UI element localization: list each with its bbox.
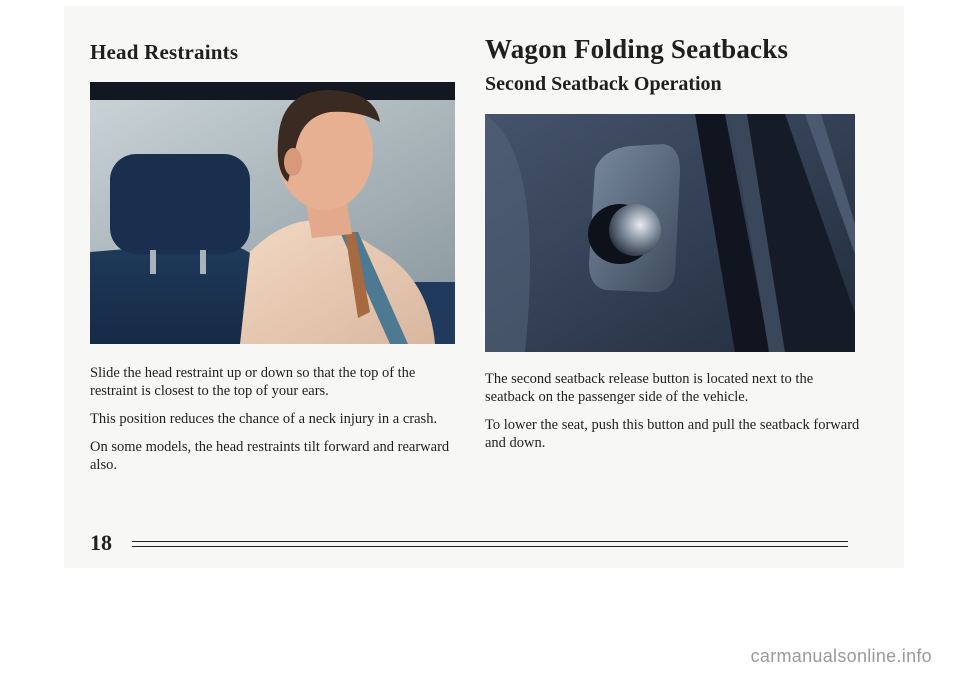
head-restraints-text xyxy=(90,364,460,484)
paragraph: The second seatback release button is located next to the seatback on the passenger side of the vehicle. xyxy=(485,371,814,405)
paragraph: This position reduces the chance of a neck injury in a crash. xyxy=(90,411,438,427)
left-column xyxy=(90,40,460,65)
paragraph: On some models, the head restraints tilt forward and rearward also. xyxy=(90,439,450,473)
wagon-folding-seatbacks-title: Wagon Folding Seatbacks xyxy=(485,34,789,64)
paragraph: To lower the seat, push this button and pull the seatback forward and down. xyxy=(485,417,860,451)
seatback-text xyxy=(485,370,865,462)
watermark-text: carmanualsonline.info xyxy=(750,646,932,666)
footer-rule-bottom xyxy=(132,546,848,547)
page-footer xyxy=(90,530,850,558)
seatback-release-illustration xyxy=(485,114,855,352)
paragraph: Slide the head restraint up or down so that the top of the restraint is closest to the top of your ears. xyxy=(90,365,416,399)
footer-rule-top xyxy=(132,541,848,542)
page-number: 18 xyxy=(90,530,112,555)
head-restraints-title: Head Restraints xyxy=(90,40,239,64)
second-seatback-operation-subtitle: Second Seatback Operation xyxy=(485,73,722,95)
right-column xyxy=(485,34,865,96)
head-restraint-photo xyxy=(90,82,455,344)
head-restraint-illustration xyxy=(90,82,455,344)
seatback-release-photo xyxy=(485,114,855,352)
